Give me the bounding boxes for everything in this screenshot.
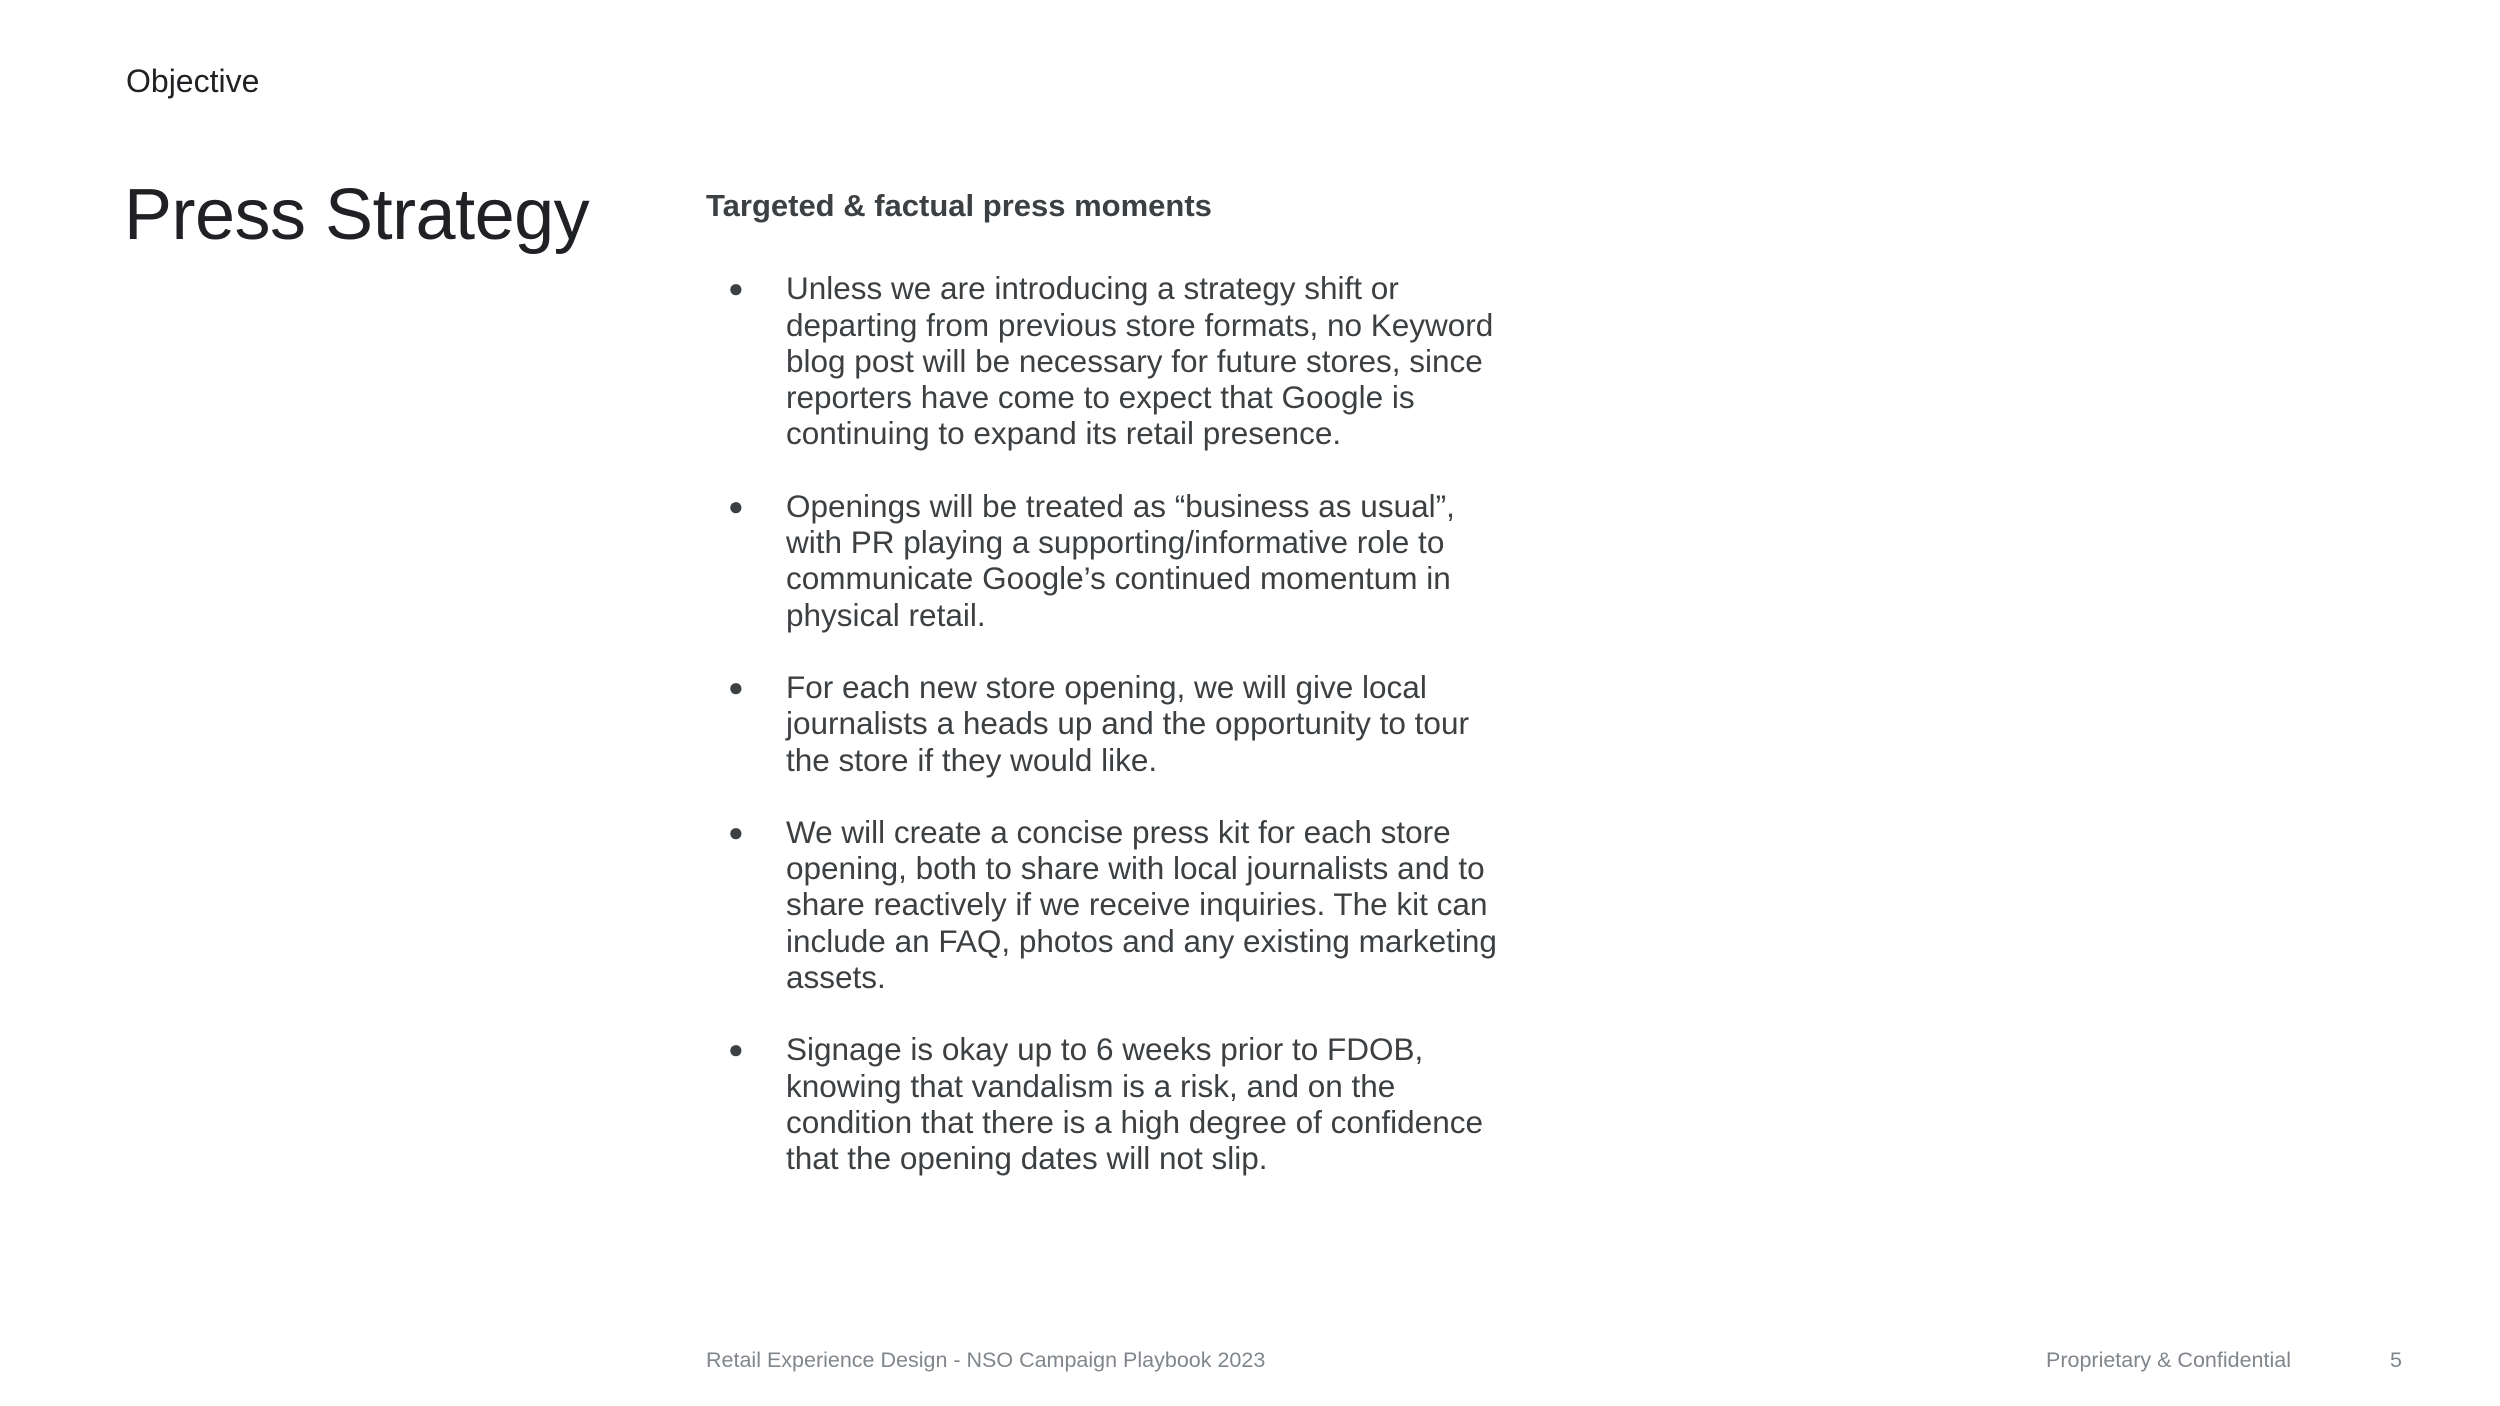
bullet-text: We will create a concise press kit for each store opening, both to share with local journalists and to share reactively if we receive inquiries. The kit can include an FAQ, photos and any existing marketing assets. — [786, 813, 1497, 996]
bullet-dot-icon: ● — [728, 273, 744, 304]
bullet-item — [706, 270, 1516, 451]
footer-document-name: Retail Experience Design - NSO Campaign Playbook 2023 — [706, 1348, 1266, 1372]
section-label: Objective — [126, 63, 260, 99]
bullet-list — [706, 270, 1556, 1176]
bullet-dot-icon: ● — [728, 1034, 744, 1065]
footer-confidentiality: Proprietary & Confidential — [2046, 1348, 2291, 1372]
bullet-item — [706, 814, 1516, 995]
subheading: Targeted & factual press moments — [706, 188, 1212, 223]
bullet-text: Signage is okay up to 6 weeks prior to FDOB, knowing that vandalism is a risk, and on the condition that there is a high degree of confidence that the opening dates will not slip. — [786, 1031, 1483, 1177]
bullet-text: For each new store opening, we will give local journalists a heads up and the opportunity to tour the store if they would like. — [786, 668, 1469, 778]
page-title: Press Strategy — [124, 175, 590, 255]
main-content — [706, 186, 1556, 1213]
page-number: 5 — [2390, 1348, 2402, 1372]
bullet-item — [706, 669, 1516, 778]
bullet-item — [706, 1031, 1516, 1176]
bullet-text: Openings will be treated as “business as usual”, with PR playing a supporting/informative role to communicate Google’s continued momentum in physical retail. — [786, 487, 1455, 633]
bullet-dot-icon: ● — [728, 490, 744, 521]
bullet-dot-icon: ● — [728, 671, 744, 702]
bullet-text: Unless we are introducing a strategy shift or departing from previous store formats, no Keyword blog post will be necessary for future stores, since reporters have come to expect that Google is continuing to expand its retail presence. — [786, 270, 1494, 452]
bullet-dot-icon: ● — [728, 816, 744, 847]
bullet-item — [706, 488, 1516, 633]
